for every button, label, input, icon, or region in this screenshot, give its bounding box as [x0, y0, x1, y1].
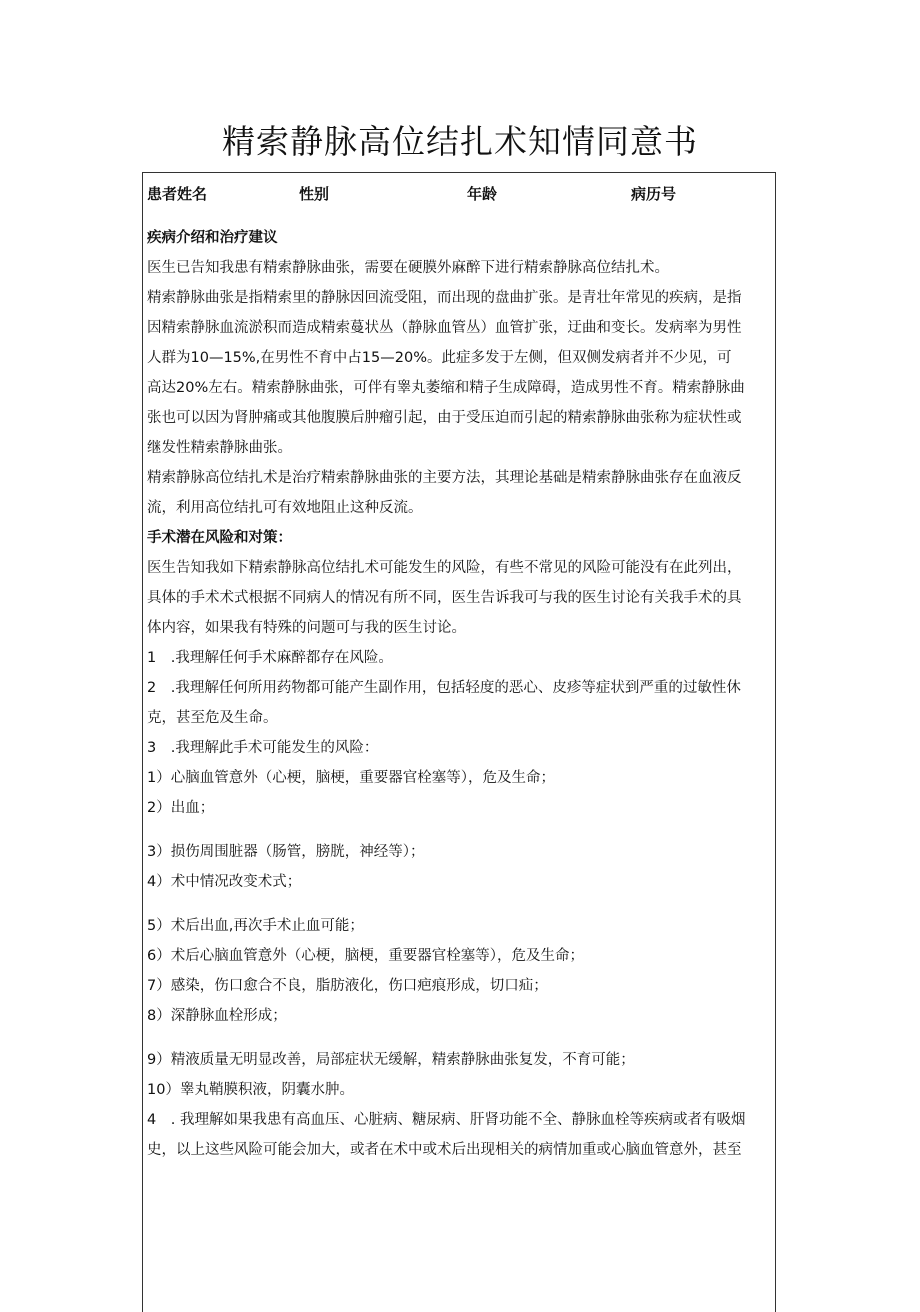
- sub-risk-item: 6）术后心脑血管意外（心梗，脑梗，重要器官栓塞等），危及生命；: [147, 948, 584, 964]
- risk-item-4: 4 . 我理解如果我患有高血压、心脏病、糖尿病、肝肾功能不全、静脉血栓等疾病或者有吸烟: [147, 1112, 746, 1128]
- risk-item-1: 1 .我理解任何手术麻醉都存在风险。: [147, 650, 393, 666]
- page-title: 精索静脉高位结扎术知情同意书: [222, 122, 698, 161]
- paragraph-line: 精索静脉高位结扎术是治疗精索静脉曲张的主要方法，其理论基础是精索静脉曲张存在血液反: [147, 470, 742, 486]
- sub-risk-item: 2）出血；: [147, 800, 215, 816]
- paragraph-line: 医生告知我如下精索静脉高位结扎术可能发生的风险，有些不常见的风险可能没有在此列出，: [147, 560, 742, 576]
- patient-name-label: 患者姓名: [147, 185, 208, 203]
- risks-heading: 手术潜在风险和对策：: [147, 530, 292, 546]
- paragraph-line: 精索静脉曲张是指精索里的静脉因回流受阻，而出现的盘曲扩张。是青壮年常见的疾病，是指: [147, 290, 742, 306]
- paragraph-line: 张也可以因为肾肿痛或其他腹膜后肿瘤引起，由于受压迫而引起的精索静脉曲张称为症状性或: [147, 410, 742, 426]
- sex-label: 性别: [299, 185, 330, 203]
- sub-risk-item: 8）深静脉血栓形成；: [147, 1008, 287, 1024]
- risk-item-3: 3 .我理解此手术可能发生的风险：: [147, 740, 379, 756]
- paragraph-line: 因精索静脉血流淤积而造成精索蔓状丛（静脉血管丛）血管扩张，迂曲和变长。发病率为男性: [147, 320, 742, 336]
- sub-risk-item: 3）损伤周围脏器（肠管，膀胱，神经等）；: [147, 844, 425, 860]
- paragraph-line: 医生已告知我患有精索静脉曲张，需要在硬膜外麻醉下进行精索静脉高位结扎术。: [147, 260, 669, 276]
- paragraph-line: 人群为10—15%,在男性不育中占15—20%。此症多发于左侧，但双侧发病者并不少见，可: [147, 350, 732, 366]
- sub-risk-item: 1）心脑血管意外（心梗，脑梗，重要器官栓塞等），危及生命；: [147, 770, 555, 786]
- sub-risk-item: 10）睾丸鞘膜积液，阴囊水肿。: [147, 1082, 354, 1098]
- form-content: [147, 223, 771, 1165]
- sub-risk-item: 4）术中情况改变术式；: [147, 874, 302, 890]
- paragraph-line: 高达20%左右。精索静脉曲张，可伴有睾丸萎缩和精子生成障碍，造成男性不育。精索静脉曲: [147, 380, 745, 396]
- risk-item-2: 2 .我理解任何所用药物都可能产生副作用，包括轻度的恶心、皮疹等症状到严重的过敏性休: [147, 680, 741, 696]
- sub-risk-item: 5）术后出血,再次手术止血可能；: [147, 918, 364, 934]
- age-label: 年龄: [467, 185, 498, 203]
- risk-item-2-cont: 克，甚至危及生命。: [147, 710, 278, 726]
- sub-risk-item: 9）精液质量无明显改善，局部症状无缓解，精索静脉曲张复发，不育可能；: [147, 1052, 635, 1068]
- disease-heading: 疾病介绍和治疗建议: [147, 230, 278, 246]
- record-number-label: 病历号: [631, 185, 677, 203]
- paragraph-line: 流，利用高位结扎可有效地阻止这种反流。: [147, 500, 423, 516]
- consent-form-box: [142, 172, 776, 1312]
- paragraph-line: 体内容，如果我有特殊的问题可与我的医生讨论。: [147, 620, 466, 636]
- sub-risk-item: 7）感染，伤口愈合不良，脂肪液化，伤口疤痕形成，切口疝；: [147, 978, 548, 994]
- risk-item-4-cont: 史，以上这些风险可能会加大，或者在术中或术后出现相关的病情加重或心脑血管意外，甚至: [147, 1142, 742, 1158]
- paragraph-line: 具体的手术术式根据不同病人的情况有所不同，医生告诉我可与我的医生讨论有关我手术的具: [147, 590, 742, 606]
- paragraph-line: 继发性精索静脉曲张。: [147, 440, 292, 456]
